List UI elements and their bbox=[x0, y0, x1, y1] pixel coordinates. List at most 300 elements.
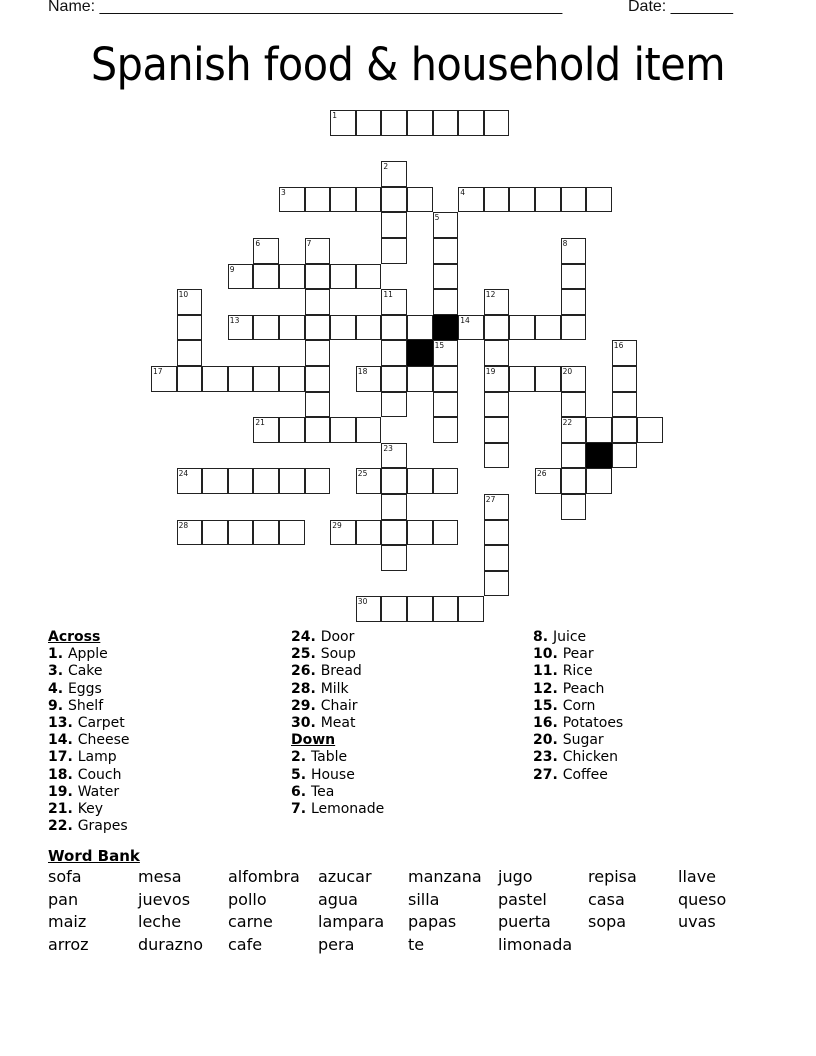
crossword-cell[interactable] bbox=[279, 315, 305, 341]
crossword-cell[interactable] bbox=[305, 315, 331, 341]
black-cell bbox=[407, 340, 433, 366]
clue-item bbox=[291, 646, 384, 663]
word-bank-word: juevos bbox=[138, 889, 191, 909]
clue-number: 15 bbox=[434, 341, 445, 351]
crossword-cell[interactable] bbox=[433, 520, 459, 546]
crossword-cell[interactable] bbox=[202, 366, 228, 392]
crossword-cell[interactable] bbox=[356, 110, 382, 136]
clues-column-3 bbox=[533, 629, 623, 784]
clue-number: 14 bbox=[460, 315, 470, 325]
clue-number: 28 bbox=[178, 520, 189, 530]
clues-column-2 bbox=[291, 629, 384, 818]
clue-number: 13. bbox=[48, 715, 78, 732]
crossword-cell[interactable] bbox=[612, 417, 638, 443]
clue-number: 5 bbox=[434, 213, 440, 223]
word-bank-word: casa bbox=[588, 889, 625, 909]
clue-item bbox=[533, 767, 623, 784]
word-bank-word: puerta bbox=[498, 912, 551, 932]
clue-text: Tea bbox=[310, 783, 335, 800]
crossword-cell[interactable] bbox=[535, 468, 561, 494]
clue-text: Grapes bbox=[77, 818, 128, 835]
crossword-cell[interactable] bbox=[305, 238, 331, 264]
clue-number: 6. bbox=[291, 783, 311, 800]
crossword-cell[interactable] bbox=[305, 392, 331, 418]
crossword-cell[interactable] bbox=[381, 494, 407, 520]
crossword-cell[interactable] bbox=[177, 520, 203, 546]
clue-text: Table bbox=[310, 749, 348, 766]
crossword-cell[interactable] bbox=[484, 366, 510, 392]
clue-number: 9. bbox=[48, 697, 68, 714]
clue-text: Door bbox=[320, 629, 355, 645]
clue-item bbox=[48, 663, 129, 680]
clue-number: 20. bbox=[533, 732, 563, 749]
crossword-cell[interactable] bbox=[484, 520, 510, 546]
clue-number: 6 bbox=[255, 239, 261, 248]
crossword-cell[interactable] bbox=[484, 340, 510, 366]
crossword-cell[interactable] bbox=[484, 571, 510, 597]
crossword-cell[interactable] bbox=[612, 443, 638, 469]
crossword-cell[interactable] bbox=[330, 110, 356, 136]
crossword-cell[interactable] bbox=[177, 340, 203, 366]
clue-text: House bbox=[310, 766, 355, 783]
crossword-cell[interactable] bbox=[279, 366, 305, 392]
crossword-cell[interactable] bbox=[612, 366, 638, 392]
crossword-cell[interactable] bbox=[433, 264, 459, 290]
crossword-cell[interactable] bbox=[305, 468, 331, 494]
clue-number: 24. bbox=[291, 629, 321, 645]
down-clue-list-continued bbox=[533, 629, 623, 784]
crossword-cell[interactable] bbox=[458, 110, 484, 136]
clue-text: Soup bbox=[320, 646, 356, 663]
clue-number: 4 bbox=[460, 187, 465, 197]
crossword-cell[interactable] bbox=[279, 264, 305, 290]
word-bank-word: limonada bbox=[498, 934, 573, 954]
clue-text: Juice bbox=[552, 629, 587, 645]
word-bank-word: alfombra bbox=[228, 867, 300, 886]
crossword-cell[interactable] bbox=[253, 417, 279, 443]
crossword-cell[interactable] bbox=[381, 392, 407, 418]
crossword-cell[interactable] bbox=[330, 187, 356, 213]
clue-number: 28. bbox=[291, 680, 321, 697]
crossword-cell[interactable] bbox=[330, 520, 356, 546]
clues-column-1 bbox=[48, 629, 129, 835]
crossword-cell[interactable] bbox=[561, 187, 587, 213]
crossword-cell[interactable] bbox=[458, 187, 484, 213]
crossword-cell[interactable] bbox=[381, 289, 407, 315]
crossword-cell[interactable] bbox=[356, 468, 382, 494]
clue-item bbox=[48, 715, 129, 732]
clue-item bbox=[48, 732, 129, 749]
crossword-cell[interactable] bbox=[305, 264, 331, 290]
crossword-cell[interactable] bbox=[509, 366, 535, 392]
clue-number: 29. bbox=[291, 697, 321, 714]
clue-number: 21 bbox=[255, 418, 265, 428]
word-bank-word: manzana bbox=[408, 867, 482, 886]
crossword-cell[interactable] bbox=[381, 212, 407, 238]
crossword-cell[interactable] bbox=[612, 392, 638, 418]
clue-text: Potatoes bbox=[562, 715, 624, 732]
clue-text: Eggs bbox=[67, 680, 102, 697]
crossword-cell[interactable] bbox=[535, 366, 561, 392]
clue-text: Bread bbox=[320, 663, 362, 680]
clue-number: 19. bbox=[48, 783, 78, 800]
crossword-cell[interactable] bbox=[305, 340, 331, 366]
black-cell bbox=[433, 315, 459, 341]
crossword-cell[interactable] bbox=[433, 289, 459, 315]
word-bank-heading: Word Bank bbox=[48, 847, 140, 865]
clue-text: Water bbox=[77, 783, 120, 800]
clue-item bbox=[533, 681, 623, 698]
word-bank-word: silla bbox=[408, 889, 440, 909]
page-title: Spanish food & household item bbox=[90, 38, 726, 91]
clue-text: Cake bbox=[67, 663, 103, 680]
clue-text: Apple bbox=[67, 646, 108, 663]
clue-number: 5. bbox=[291, 766, 311, 783]
crossword-cell[interactable] bbox=[381, 366, 407, 392]
clue-number: 23 bbox=[383, 443, 393, 453]
word-bank-word: leche bbox=[138, 912, 182, 932]
crossword-cell[interactable] bbox=[433, 110, 459, 136]
crossword-cell[interactable] bbox=[484, 110, 510, 136]
clue-item bbox=[533, 663, 623, 680]
clue-item bbox=[48, 767, 129, 784]
clue-text: Milk bbox=[320, 680, 349, 697]
word-bank-word: repisa bbox=[588, 867, 637, 886]
clue-item bbox=[48, 698, 129, 715]
clue-text: Meat bbox=[320, 715, 356, 732]
clue-number: 3. bbox=[48, 663, 68, 680]
crossword-cell[interactable] bbox=[228, 366, 254, 392]
word-bank-word: te bbox=[408, 934, 425, 954]
crossword-cell[interactable] bbox=[484, 494, 510, 520]
crossword-cell[interactable] bbox=[228, 264, 254, 290]
crossword-cell[interactable] bbox=[458, 315, 484, 341]
down-clue-list bbox=[291, 749, 384, 818]
crossword-cell[interactable] bbox=[305, 187, 331, 213]
crossword-cell[interactable] bbox=[407, 110, 433, 136]
crossword-cell[interactable] bbox=[407, 366, 433, 392]
crossword-cell[interactable] bbox=[279, 187, 305, 213]
word-bank-word: arroz bbox=[48, 934, 89, 954]
word-bank-word: sofa bbox=[48, 867, 82, 886]
clue-number: 30. bbox=[291, 715, 321, 732]
crossword-cell[interactable] bbox=[561, 315, 587, 341]
clue-number: 16 bbox=[613, 341, 624, 351]
clue-item bbox=[291, 681, 384, 698]
crossword-cell[interactable] bbox=[561, 366, 587, 392]
word-bank-word: lampara bbox=[318, 912, 385, 932]
clue-text: Chicken bbox=[562, 749, 619, 766]
clue-item bbox=[291, 784, 384, 801]
crossword-cell[interactable] bbox=[356, 417, 382, 443]
crossword-cell[interactable] bbox=[228, 520, 254, 546]
clue-item bbox=[533, 629, 623, 646]
clue-number: 22. bbox=[48, 818, 78, 835]
clue-number: 18. bbox=[48, 766, 78, 783]
clue-number: 23. bbox=[533, 749, 563, 766]
crossword-cell[interactable] bbox=[509, 315, 535, 341]
crossword-cell[interactable] bbox=[407, 596, 433, 622]
clue-number: 21. bbox=[48, 801, 78, 818]
crossword-cell[interactable] bbox=[637, 417, 663, 443]
crossword-cell[interactable] bbox=[356, 520, 382, 546]
crossword-cell[interactable] bbox=[561, 417, 587, 443]
clue-item bbox=[291, 801, 384, 818]
clue-text: Lamp bbox=[77, 749, 117, 766]
crossword-cell[interactable] bbox=[381, 238, 407, 264]
crossword-cell[interactable] bbox=[433, 596, 459, 622]
crossword-cell[interactable] bbox=[330, 264, 356, 290]
clue-number: 25 bbox=[357, 469, 368, 479]
crossword-cell[interactable] bbox=[407, 468, 433, 494]
crossword-cell[interactable] bbox=[381, 520, 407, 546]
crossword-cell[interactable] bbox=[381, 187, 407, 213]
clue-item bbox=[291, 663, 384, 680]
clue-item bbox=[533, 732, 623, 749]
crossword-cell[interactable] bbox=[305, 289, 331, 315]
clue-number: 18 bbox=[357, 367, 368, 376]
clue-text: Lemonade bbox=[310, 801, 385, 818]
word-bank-word: mesa bbox=[138, 867, 182, 886]
crossword-cell[interactable] bbox=[561, 392, 587, 418]
clue-text: Pear bbox=[562, 646, 594, 663]
crossword-cell[interactable] bbox=[279, 468, 305, 494]
word-bank-list bbox=[48, 866, 768, 956]
crossword-cell[interactable] bbox=[433, 366, 459, 392]
crossword-cell[interactable] bbox=[561, 264, 587, 290]
crossword-cell[interactable] bbox=[330, 417, 356, 443]
crossword-cell[interactable] bbox=[407, 187, 433, 213]
clue-number: 2. bbox=[291, 749, 311, 766]
crossword-cell[interactable] bbox=[433, 340, 459, 366]
clue-item bbox=[48, 818, 129, 835]
crossword-cell[interactable] bbox=[202, 520, 228, 546]
clue-number: 27. bbox=[533, 766, 563, 783]
clue-text: Sugar bbox=[562, 732, 604, 749]
crossword-cell[interactable] bbox=[356, 187, 382, 213]
clue-number: 29 bbox=[332, 520, 342, 530]
clue-item bbox=[533, 715, 623, 732]
crossword-cell[interactable] bbox=[484, 443, 510, 469]
down-heading: Down bbox=[291, 732, 336, 749]
crossword-cell[interactable] bbox=[484, 417, 510, 443]
crossword-cell[interactable] bbox=[535, 315, 561, 341]
crossword-cell[interactable] bbox=[177, 366, 203, 392]
clue-text: Shelf bbox=[67, 697, 104, 714]
clue-number: 30 bbox=[357, 597, 368, 607]
crossword-cell[interactable] bbox=[253, 315, 279, 341]
clue-number: 12 bbox=[485, 290, 496, 300]
crossword-cell[interactable] bbox=[433, 212, 459, 238]
word-bank-word: agua bbox=[318, 889, 358, 909]
crossword-cell[interactable] bbox=[535, 187, 561, 213]
crossword-cell[interactable] bbox=[561, 443, 587, 469]
crossword-cell[interactable] bbox=[253, 264, 279, 290]
crossword-cell[interactable] bbox=[177, 289, 203, 315]
crossword-cell[interactable] bbox=[356, 596, 382, 622]
clue-number: 24 bbox=[178, 469, 189, 479]
crossword-cell[interactable] bbox=[433, 468, 459, 494]
crossword-cell[interactable] bbox=[561, 289, 587, 315]
word-bank-word: pastel bbox=[498, 889, 547, 909]
across-clue-list-continued bbox=[291, 629, 384, 732]
crossword-cell[interactable] bbox=[356, 264, 382, 290]
black-cell bbox=[586, 443, 612, 469]
crossword-cell[interactable] bbox=[407, 520, 433, 546]
crossword-cell[interactable] bbox=[458, 596, 484, 622]
word-bank-word: pan bbox=[48, 889, 79, 909]
clue-item bbox=[291, 715, 384, 732]
crossword-cell[interactable] bbox=[305, 366, 331, 392]
crossword-cell[interactable] bbox=[484, 187, 510, 213]
word-bank-word: sopa bbox=[588, 912, 627, 932]
clue-number: 8. bbox=[533, 629, 553, 645]
clue-item bbox=[533, 749, 623, 766]
name-field-label: Name: ____________________________________________________ bbox=[48, 0, 563, 15]
word-bank-word: llave bbox=[678, 867, 717, 886]
clue-item bbox=[48, 784, 129, 801]
clue-text: Key bbox=[77, 801, 104, 818]
clue-text: Corn bbox=[562, 697, 596, 714]
clue-number: 1. bbox=[48, 646, 68, 663]
clue-number: 14. bbox=[48, 732, 78, 749]
clue-number: 4. bbox=[48, 680, 68, 697]
crossword-cell[interactable] bbox=[253, 468, 279, 494]
word-bank-word: uvas bbox=[678, 912, 716, 932]
clue-number: 8 bbox=[562, 239, 568, 248]
clue-number: 10. bbox=[533, 646, 563, 663]
crossword-cell[interactable] bbox=[356, 366, 382, 392]
clue-text: Chair bbox=[320, 697, 358, 714]
crossword-cell[interactable] bbox=[484, 392, 510, 418]
crossword-cell[interactable] bbox=[177, 315, 203, 341]
word-bank-word: maiz bbox=[48, 912, 87, 932]
crossword-cell[interactable] bbox=[381, 340, 407, 366]
clue-item bbox=[48, 681, 129, 698]
crossword-cell[interactable] bbox=[381, 545, 407, 571]
crossword-cell[interactable] bbox=[433, 392, 459, 418]
crossword-cell[interactable] bbox=[433, 238, 459, 264]
across-clue-list bbox=[48, 646, 129, 835]
clue-number: 17. bbox=[48, 749, 78, 766]
clue-number: 26 bbox=[537, 469, 547, 479]
word-bank-word: carne bbox=[228, 912, 273, 932]
word-bank-word: pollo bbox=[228, 889, 267, 909]
date-field-label: Date: _______ bbox=[628, 0, 733, 15]
clue-number: 13 bbox=[229, 315, 240, 325]
clue-text: Couch bbox=[77, 766, 122, 783]
crossword-cell[interactable] bbox=[253, 366, 279, 392]
word-bank-word: queso bbox=[678, 889, 727, 909]
word-bank-word: pera bbox=[318, 934, 355, 954]
word-bank-word: azucar bbox=[318, 867, 372, 886]
crossword-cell[interactable] bbox=[612, 340, 638, 366]
crossword-cell[interactable] bbox=[381, 161, 407, 187]
clue-text: Cheese bbox=[77, 732, 130, 749]
clue-number: 27 bbox=[485, 495, 496, 504]
clue-number: 12. bbox=[533, 680, 563, 697]
crossword-cell[interactable] bbox=[381, 110, 407, 136]
crossword-cell[interactable] bbox=[253, 520, 279, 546]
crossword-cell[interactable] bbox=[381, 443, 407, 469]
crossword-cell[interactable] bbox=[561, 494, 587, 520]
crossword-cell[interactable] bbox=[228, 468, 254, 494]
crossword-cell[interactable] bbox=[586, 187, 612, 213]
crossword-cell[interactable] bbox=[279, 417, 305, 443]
clue-number: 16. bbox=[533, 715, 563, 732]
crossword-cell[interactable] bbox=[228, 315, 254, 341]
word-bank-word: cafe bbox=[228, 934, 263, 954]
crossword-cell[interactable] bbox=[586, 417, 612, 443]
clue-number: 26. bbox=[291, 663, 321, 680]
clue-number: 17 bbox=[153, 367, 163, 376]
clue-number: 2 bbox=[383, 162, 389, 172]
word-bank-word: durazno bbox=[138, 934, 204, 954]
crossword-cell[interactable] bbox=[484, 289, 510, 315]
clue-number: 10 bbox=[178, 290, 189, 300]
clue-text: Carpet bbox=[77, 715, 125, 732]
clue-text: Rice bbox=[562, 663, 593, 680]
clue-text: Coffee bbox=[562, 766, 608, 783]
clue-number: 22 bbox=[562, 418, 573, 428]
crossword-cell[interactable] bbox=[381, 596, 407, 622]
clue-number: 9 bbox=[229, 264, 235, 274]
clue-number: 1 bbox=[332, 111, 337, 120]
crossword-cell[interactable] bbox=[177, 468, 203, 494]
clue-item bbox=[291, 749, 384, 766]
clue-number: 3 bbox=[281, 187, 286, 197]
crossword-cell[interactable] bbox=[381, 315, 407, 341]
clue-number: 11 bbox=[383, 290, 393, 300]
clue-item bbox=[533, 646, 623, 663]
word-bank-word: jugo bbox=[498, 867, 533, 886]
clue-number: 19 bbox=[485, 367, 496, 376]
clue-item bbox=[48, 749, 129, 766]
crossword-cell[interactable] bbox=[151, 366, 177, 392]
crossword-cell[interactable] bbox=[202, 468, 228, 494]
crossword-cell[interactable] bbox=[253, 238, 279, 264]
word-bank bbox=[48, 846, 768, 956]
crossword-cell[interactable] bbox=[586, 468, 612, 494]
crossword-cell[interactable] bbox=[561, 468, 587, 494]
clue-item bbox=[291, 767, 384, 784]
crossword-cell[interactable] bbox=[484, 545, 510, 571]
clue-number: 11. bbox=[533, 663, 563, 680]
clue-item bbox=[291, 629, 384, 646]
crossword-cell[interactable] bbox=[433, 417, 459, 443]
word-bank-word: papas bbox=[408, 912, 457, 932]
crossword-cell[interactable] bbox=[305, 417, 331, 443]
clue-number: 15. bbox=[533, 697, 563, 714]
crossword-cell[interactable] bbox=[356, 315, 382, 341]
crossword-cell[interactable] bbox=[484, 315, 510, 341]
crossword-cell[interactable] bbox=[330, 315, 356, 341]
clue-text: Peach bbox=[562, 680, 605, 697]
crossword-cell[interactable] bbox=[279, 520, 305, 546]
clue-item bbox=[533, 698, 623, 715]
clue-number: 20 bbox=[562, 367, 573, 376]
clue-item bbox=[48, 646, 129, 663]
clue-item bbox=[291, 698, 384, 715]
crossword-cell[interactable] bbox=[561, 238, 587, 264]
clue-item bbox=[48, 801, 129, 818]
across-heading: Across bbox=[48, 629, 101, 645]
crossword-cell[interactable] bbox=[407, 315, 433, 341]
crossword-cell[interactable] bbox=[381, 468, 407, 494]
clue-number: 25. bbox=[291, 646, 321, 663]
crossword-cell[interactable] bbox=[509, 187, 535, 213]
clue-number: 7. bbox=[291, 801, 311, 818]
